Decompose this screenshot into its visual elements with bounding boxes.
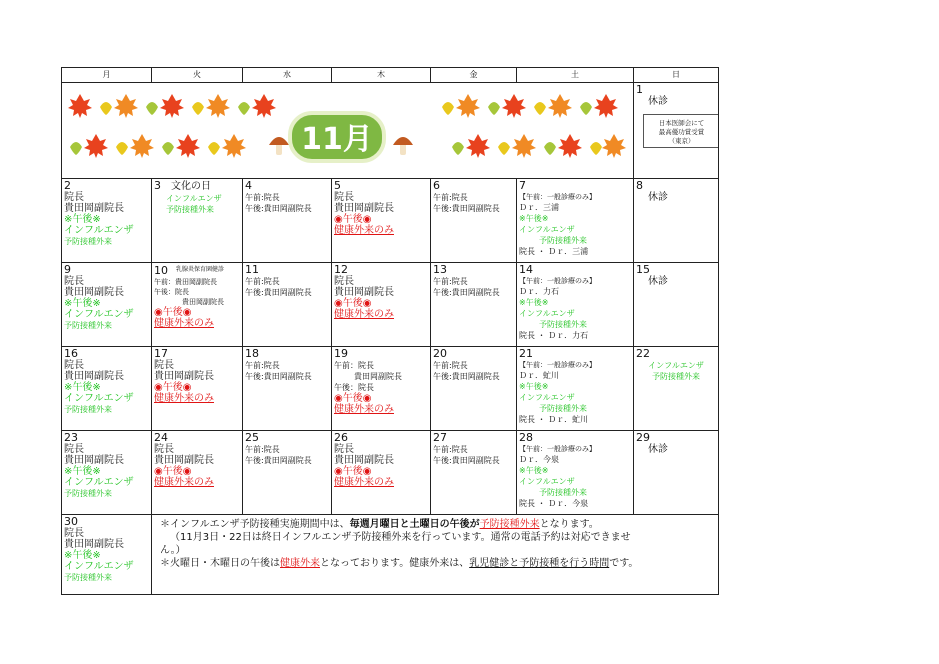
day-number: 24 — [154, 431, 168, 444]
vaccine-note: インフルエンザ — [648, 361, 704, 370]
day-cell-24 — [152, 431, 243, 515]
note-vaccination — [160, 518, 718, 531]
day-cell-28 — [517, 431, 634, 515]
doctor-line: 院長 ・ Ｄｒ．今泉 — [519, 499, 589, 508]
day-number: 15 — [636, 263, 650, 276]
health-clinic-note: 健康外来のみ — [154, 318, 214, 329]
week-row-4 — [62, 431, 719, 515]
day-number: 6 — [433, 179, 440, 192]
day-cell-17 — [152, 347, 243, 431]
doctor-line: 貴田岡副院長 — [334, 455, 394, 466]
vaccine-note: 予防接種外来 — [652, 372, 700, 381]
doctor-line: 貴田岡副院長 — [334, 287, 394, 298]
vaccine-note: ※午後※ — [519, 298, 549, 307]
doctor-line: 貴田岡副院長 — [64, 539, 124, 550]
vaccine-note: インフルエンザ — [519, 225, 575, 234]
day-cell-3 — [152, 179, 243, 263]
day-number — [154, 264, 242, 277]
day-number: 29 — [636, 431, 650, 444]
day-number: 2 — [64, 179, 71, 192]
vaccine-note: インフルエンザ — [519, 393, 575, 402]
schedule-note: 【午前：一般診療のみ】 — [519, 193, 596, 201]
doctor-line: 貴田岡副院長 — [182, 298, 224, 306]
day-number: 28 — [519, 431, 533, 444]
day-number: 16 — [64, 347, 78, 360]
note-highlight: 健康外来 — [280, 558, 320, 569]
doctor-line: 午前:院長 — [433, 361, 468, 370]
vaccine-note: インフルエンザ — [64, 393, 134, 404]
doctor-line: 午前:院長 — [245, 277, 280, 286]
week-row-2 — [62, 263, 719, 347]
week-row-1 — [62, 179, 719, 263]
day-cell-15 — [634, 263, 719, 347]
day-number: 12 — [334, 263, 348, 276]
award-line: 日本医師会にて — [658, 119, 705, 127]
doctor-line: 院長 — [64, 528, 84, 539]
doctor-line: 午前：貴田岡副院長 — [154, 278, 217, 286]
day-cell-12 — [332, 263, 431, 347]
doctor-line: 院長 — [334, 192, 354, 203]
vaccine-note: 予防接種外来 — [64, 489, 112, 498]
health-clinic-note: 健康外来のみ — [334, 309, 394, 320]
day-cell-2 — [62, 179, 152, 263]
day-cell-25 — [243, 431, 332, 515]
note-emphasis: 毎週月曜日と土曜日の午後が — [349, 519, 480, 530]
day-number-value: 10 — [154, 264, 168, 277]
vaccine-note: インフルエンザ — [166, 194, 222, 203]
day-number: 19 — [334, 347, 348, 360]
closed-label: 休診 — [648, 444, 668, 455]
day-cell-20 — [431, 347, 517, 431]
day-number: 22 — [636, 347, 650, 360]
doctor-line: 院長 — [64, 444, 84, 455]
weekday-sat: 土 — [517, 68, 634, 83]
note-health-clinic — [160, 557, 718, 570]
day-number: 27 — [433, 431, 447, 444]
doctor-line: 院長 — [64, 192, 84, 203]
month-banner — [62, 83, 634, 179]
day-number: 1 — [636, 83, 643, 96]
health-clinic-note: ◉午後◉ — [154, 382, 192, 393]
award-line: （東京） — [668, 137, 695, 145]
day-number: 7 — [519, 179, 526, 192]
doctor-line: Ｄｒ．虻川 — [519, 371, 559, 380]
doctor-line: 午後：院長 — [334, 383, 374, 392]
weekday-wed: 水 — [243, 68, 332, 83]
day-cell-30 — [62, 515, 152, 595]
banner-row — [62, 83, 719, 179]
day-number: 14 — [519, 263, 533, 276]
day-cell-29 — [634, 431, 719, 515]
note-text: です。 — [609, 558, 639, 569]
doctor-line: 午前：院長 — [334, 361, 374, 370]
vaccine-note: インフルエンザ — [519, 477, 575, 486]
vaccine-note: 予防接種外来 — [64, 573, 112, 582]
doctor-line: 午後:貴田岡副院長 — [433, 456, 500, 465]
vaccine-note: 予防接種外来 — [64, 237, 112, 246]
health-clinic-note: 健康外来のみ — [334, 404, 394, 415]
health-clinic-note: 健康外来のみ — [334, 477, 394, 488]
vaccine-note: ※午後※ — [64, 466, 101, 477]
doctor-line: 午前:院長 — [245, 193, 280, 202]
vaccine-note: 予防接種外来 — [64, 321, 112, 330]
doctor-line: 午後：院長 — [154, 288, 189, 296]
day-number: 4 — [245, 179, 252, 192]
health-clinic-note: 健康外来のみ — [154, 477, 214, 488]
weekday-fri: 金 — [431, 68, 517, 83]
vaccine-note: インフルエンザ — [64, 225, 134, 236]
schedule-note: 【午前：一般診療のみ】 — [519, 445, 596, 453]
health-clinic-note: ◉午後◉ — [334, 466, 372, 477]
day-number: 18 — [245, 347, 259, 360]
doctor-line: 午後:貴田岡副院長 — [245, 372, 312, 381]
award-notice — [643, 114, 719, 148]
day-number: 26 — [334, 431, 348, 444]
day-cell-4 — [243, 179, 332, 263]
day-number: 20 — [433, 347, 447, 360]
note-text: ＊火曜日・木曜日の午後は — [160, 558, 280, 569]
doctor-line: 貴田岡副院長 — [334, 203, 394, 214]
day-number: 17 — [154, 347, 168, 360]
day-cell-9 — [62, 263, 152, 347]
doctor-line: 院長 — [64, 276, 84, 287]
doctor-line: 院長 ・ Ｄｒ．三浦 — [519, 247, 589, 256]
day-cell-26 — [332, 431, 431, 515]
vaccine-note: 予防接種外来 — [539, 320, 587, 329]
health-clinic-note: ◉午後◉ — [334, 214, 372, 225]
vaccine-note: ※午後※ — [64, 382, 101, 393]
vaccine-note: ※午後※ — [64, 214, 101, 225]
vaccine-note: インフルエンザ — [64, 309, 134, 320]
month-label: 11月 — [301, 122, 373, 157]
notes-cell — [152, 515, 719, 595]
vaccine-note: 予防接種外来 — [64, 405, 112, 414]
doctor-line: 午後:貴田岡副院長 — [245, 288, 312, 297]
closed-label: 休診 — [648, 276, 668, 287]
day-cell-10 — [152, 263, 243, 347]
vaccine-note: 予防接種外来 — [539, 236, 587, 245]
doctor-line: Ｄｒ．三浦 — [519, 203, 559, 212]
day-cell-1 — [634, 83, 719, 179]
vaccine-note: インフルエンザ — [519, 309, 575, 318]
doctor-line: 院長 ・ Ｄｒ．力石 — [519, 331, 589, 340]
note-all-day: （11月3日・22日は終日インフルエンザ予防接種外来を行っています。通常の電話予約は対応できませ — [170, 532, 631, 543]
schedule-note: 【午前：一般診療のみ】 — [519, 277, 596, 285]
doctor-line: Ｄｒ．力石 — [519, 287, 559, 296]
note-all-day-cont: ん。） — [160, 545, 186, 556]
vaccine-note: インフルエンザ — [64, 477, 134, 488]
vaccine-note: ※午後※ — [519, 214, 549, 223]
closed-label: 休診 — [648, 96, 668, 107]
doctor-line: 貴田岡副院長 — [64, 455, 124, 466]
doctor-line: 午前:院長 — [433, 277, 468, 286]
note-underlined: 乳児健診と予防接種を行う時間 — [469, 558, 610, 569]
doctor-line: 院長 — [64, 360, 84, 371]
vaccine-note: ※午後※ — [519, 382, 549, 391]
day-cell-22 — [634, 347, 719, 431]
doctor-line: 貴田岡副院長 — [64, 203, 124, 214]
doctor-line: 院長 — [154, 444, 174, 455]
health-clinic-note: ◉午後◉ — [334, 298, 372, 309]
doctor-line: 貴田岡副院長 — [154, 455, 214, 466]
health-clinic-note: ◉午後◉ — [154, 307, 192, 318]
day-cell-14 — [517, 263, 634, 347]
autumn-leaves-illustration — [62, 83, 634, 179]
day-number: 13 — [433, 263, 447, 276]
day-number: 30 — [64, 515, 78, 528]
note-text: となります。 — [539, 519, 599, 530]
day-cell-21 — [517, 347, 634, 431]
doctor-line: 午前:院長 — [245, 361, 280, 370]
day-number — [154, 180, 242, 193]
vaccine-note: インフルエンザ — [64, 561, 134, 572]
day-number: 21 — [519, 347, 533, 360]
day-cell-16 — [62, 347, 152, 431]
monthly-calendar — [61, 67, 719, 595]
doctor-line: 午後:貴田岡副院長 — [433, 372, 500, 381]
weekday-thu: 木 — [332, 68, 431, 83]
day-number: 11 — [245, 263, 259, 276]
doctor-line: 午前:院長 — [433, 445, 468, 454]
weekday-mon: 月 — [62, 68, 152, 83]
health-clinic-note: 健康外来のみ — [154, 393, 214, 404]
doctor-line: 午前:院長 — [245, 445, 280, 454]
note-text: ＊インフルエンザ予防接種実施期間中は、 — [160, 519, 350, 530]
doctor-line: 院長 ・ Ｄｒ．虻川 — [519, 415, 589, 424]
doctor-line: 午後:貴田岡副院長 — [433, 288, 500, 297]
day-cell-7 — [517, 179, 634, 263]
vaccine-note: ※午後※ — [519, 466, 549, 475]
week-row-3 — [62, 347, 719, 431]
weekday-header-row — [62, 68, 719, 83]
weekday-sun: 日 — [634, 68, 719, 83]
day-cell-18 — [243, 347, 332, 431]
doctor-line: 院長 — [154, 360, 174, 371]
day-cell-5 — [332, 179, 431, 263]
day-cell-27 — [431, 431, 517, 515]
health-clinic-note: 健康外来のみ — [334, 225, 394, 236]
day-number: 5 — [334, 179, 341, 192]
vaccine-note: 予防接種外来 — [166, 205, 214, 214]
day-number-value: 3 — [154, 179, 161, 192]
award-line: 最高優功賞受賞 — [658, 128, 705, 136]
day-number: 9 — [64, 263, 71, 276]
event-note: 乳腺炎保育園健診 — [176, 266, 225, 273]
doctor-line: 貴田岡副院長 — [154, 371, 214, 382]
holiday-title: 文化の日 — [171, 181, 211, 192]
doctor-line: 午後:貴田岡副院長 — [433, 204, 500, 213]
day-cell-13 — [431, 263, 517, 347]
day-cell-23 — [62, 431, 152, 515]
doctor-line: 院長 — [334, 276, 354, 287]
footnotes — [152, 515, 718, 570]
health-clinic-note: ◉午後◉ — [334, 393, 372, 404]
day-number: 25 — [245, 431, 259, 444]
doctor-line: Ｄｒ．今泉 — [519, 455, 559, 464]
weekday-tue: 火 — [152, 68, 243, 83]
week-row-5 — [62, 515, 719, 595]
doctor-line: 貴田岡副院長 — [64, 371, 124, 382]
doctor-line: 貴田岡副院長 — [64, 287, 124, 298]
day-cell-8 — [634, 179, 719, 263]
day-cell-6 — [431, 179, 517, 263]
vaccine-note: ※午後※ — [64, 550, 101, 561]
doctor-line: 午後:貴田岡副院長 — [245, 456, 312, 465]
day-cell-11 — [243, 263, 332, 347]
schedule-note: 【午前：一般診療のみ】 — [519, 361, 596, 369]
health-clinic-note: ◉午後◉ — [154, 466, 192, 477]
vaccine-note: 予防接種外来 — [539, 404, 587, 413]
closed-label: 休診 — [648, 192, 668, 203]
day-number: 8 — [636, 179, 643, 192]
vaccine-note: ※午後※ — [64, 298, 101, 309]
doctor-line: 院長 — [334, 444, 354, 455]
day-number: 23 — [64, 431, 78, 444]
note-text: となっております。健康外来は、 — [320, 558, 470, 569]
day-cell-19 — [332, 347, 431, 431]
doctor-line: 午後:貴田岡副院長 — [245, 204, 312, 213]
doctor-line: 貴田岡副院長 — [354, 372, 402, 381]
note-highlight: 予防接種外来 — [479, 519, 540, 530]
vaccine-note: 予防接種外来 — [539, 488, 587, 497]
doctor-line: 午前:院長 — [433, 193, 468, 202]
